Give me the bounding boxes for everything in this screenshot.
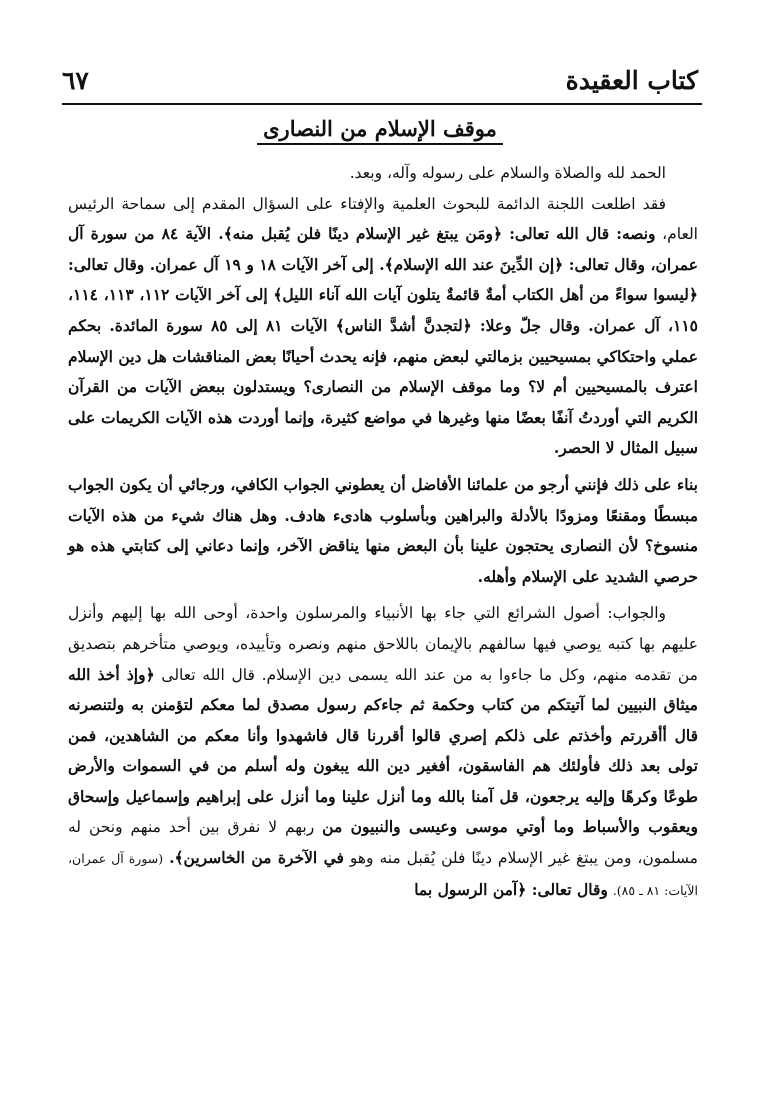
page-number: ٦٧ <box>62 66 89 95</box>
page-header <box>62 62 698 102</box>
page-body <box>68 158 698 906</box>
paragraph-question <box>68 189 698 464</box>
answer-verse-cont: ربهم لا نفرق بين أحد منهم ونحن له مسلمون، ومن يبتغ غير الإسلام دينًا فلن يُقبل منه وهو <box>68 818 698 868</box>
paragraph-request: بناء على ذلك فإنني أرجو من علمائنا الأفاضل أن يعطوني الجواب الكافي، ورجائي أن يكون الجواب مبسطًا ومقنعًا ومزودًا بالأدلة والبراهين وبأسلوب هادىء هادف. وهل هناك شيء من هذه الآيات منسوخ؟ لأن النصارى يحتجون علينا بأن البعض منها يناقض الآخر، وإنما دعاني إلى كتابتي هذه هو حرصي الشديد على الإسلام وأهله. <box>68 474 698 586</box>
verse-reference: (سورة آل عمران، الآيات: ٨١ ـ ٨٥). <box>68 851 698 898</box>
section-title-text: موقف الإسلام من النصارى <box>257 116 503 145</box>
paragraph-answer <box>68 598 698 906</box>
book-title: كتاب العقيدة <box>565 66 698 95</box>
answer-verse-end: في الآخرة من الخاسرين﴾. <box>169 848 344 868</box>
question-intro: فقد اطلعت اللجنة الدائمة للبحوث العلمية والإفتاء على السؤال المقدم إلى سماحة الرئيس العام، <box>68 194 698 244</box>
question-text: ونصه: قال الله تعالى: ﴿ومَن يبتغ غير الإسلام دينًا فلن يُقبل منه﴾. الآية ٨٤ من سورة آل عمران، وقال تعالى: ﴿إن الدِّينَ عند الله الإسلام﴾. إلى آخر الآيات ١٨ و ١٩ آل عمران. وقال تعالى: ﴿ليسوا سواءً من أهل الكتاب أمةٌ قائمةٌ يتلون آيات الله آناء الليل﴾ إلى آخر الآيات ١١٢، ١١٣، ١١٤، ١١٥، آل عمران. وقال جلّ وعلا: ﴿لتجدنَّ أشدَّ الناس﴾ الآيات ٨١ إلى ٨٥ سورة المائدة. بحكم عملي واحتكاكي بمسيحيين بزمالتي لبعض منهم، فإنه يحدث أحيانًا بعض المناقشات هل دين الإسلام اعترف بالمسيحيين أم لا؟ وما موقف الإسلام من النصارى؟ ويستدلون ببعض الآيات من القرآن الكريم التي أوردتُ آنفًا بعضًا منها وغيرها في مواضع كثيرة، وإنما أوردت هذه الآيات الكريمات على سبيل المثال لا الحصر. <box>68 224 698 458</box>
header-rule <box>62 103 702 105</box>
answer-intro: والجواب: أصول الشرائع التي جاء بها الأنبياء والمرسلون واحدة، أوحى الله بها إليهم وأنزل عليهم بها كتبه يوصي فيها سالفهم بالإيمان باللاحق منهم ونصره وتأييده، ويوصي متأخرهم بتصديق من تقدمه منهم، وكل ما جاءوا به من عند الله يسمى دين الإسلام. قال الله تعالى <box>68 604 698 684</box>
section-title <box>0 116 760 141</box>
answer-verse: ﴿وإذ أخذ الله ميثاق النبيين لما آتيتكم من كتاب وحكمة ثم جاءكم رسول مصدق لما معكم لتؤمنن به ولتنصرنه قال أأقررتم وأخذتم على ذلكم إصري قالوا أقررنا قال فاشهدوا وأنا معكم من الشاهدين، فمن تولى بعد ذلك فأولئك هم الفاسقون، أفغير دين الله يبغون وله أسلم من في السموات والأرض طوعًا وكرهًا وإليه يرجعون، قل آمنا بالله وما أنزل علينا وما أنزل على إبراهيم وإسماعيل وإسحاق ويعقوب والأسباط وما أوتي موسى وعيسى والنبيون من <box>68 664 698 837</box>
answer-next-verse: وقال تعالى: ﴿آمن الرسول بما <box>414 879 608 899</box>
paragraph-opening: الحمد لله والصلاة والسلام على رسوله وآله، وبعد. <box>349 164 666 182</box>
